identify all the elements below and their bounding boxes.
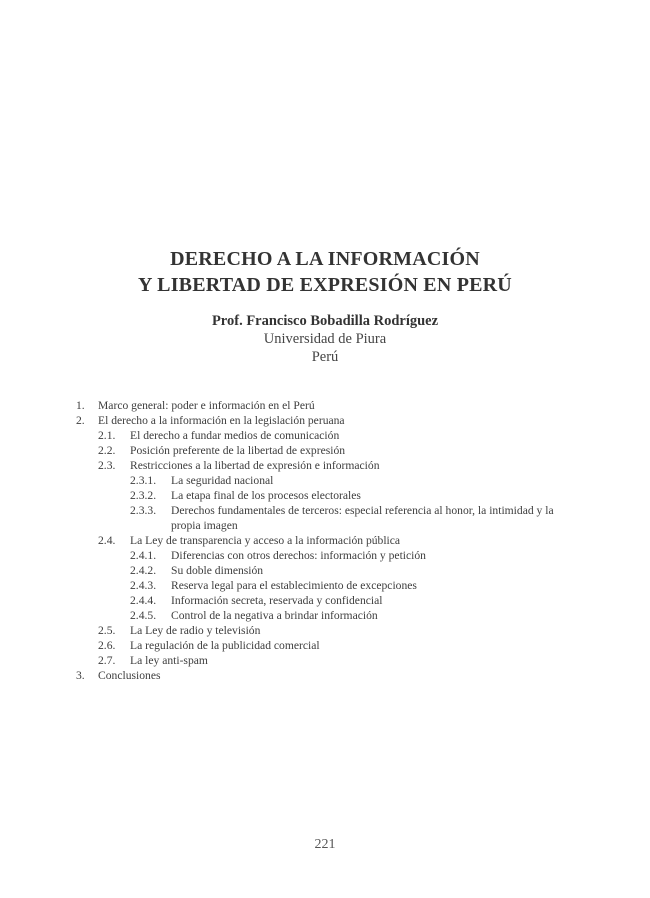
toc-entry-text: La Ley de radio y televisión <box>130 624 261 637</box>
toc-entry-text: Posición preferente de la libertad de expresión <box>130 444 346 457</box>
toc-entry-text: Información secreta, reservada y confidencial <box>171 594 383 607</box>
chapter-title-line-1: DERECHO A LA INFORMACIÓN <box>170 248 480 270</box>
toc-entry <box>0 473 650 488</box>
toc-entry <box>0 488 650 503</box>
toc-entry-number: 2.7. <box>98 654 116 667</box>
toc-entry <box>0 428 650 443</box>
toc-entry <box>0 533 650 548</box>
toc-entry-text: Conclusiones <box>98 669 161 682</box>
toc-entry-number: 2.4. <box>98 534 116 547</box>
toc-entry-number: 2.4.4. <box>130 594 157 607</box>
toc-entry-number: 2.2. <box>98 444 116 457</box>
toc-entry-text: Control de la negativa a brindar información <box>171 609 378 622</box>
toc-entry <box>0 578 650 593</box>
toc-entry-text: El derecho a la información en la legislación peruana <box>98 414 345 427</box>
toc-entry-text: La etapa final de los procesos electorales <box>171 489 361 502</box>
toc-entry-text: Restricciones a la libertad de expresión e información <box>130 459 380 472</box>
toc-entry-text: La regulación de la publicidad comercial <box>130 639 320 652</box>
toc-entry-text: Reserva legal para el establecimiento de excepciones <box>171 579 417 592</box>
toc-entry <box>0 638 650 653</box>
toc-entry <box>0 653 650 668</box>
toc-entry-number: 2.3.2. <box>130 489 157 502</box>
toc-entry-number: 1. <box>76 399 85 412</box>
toc-entry <box>0 548 650 563</box>
toc-entry-continuation <box>0 518 650 533</box>
toc-entry-number: 2.3.1. <box>130 474 157 487</box>
author-institution: Universidad de Piura <box>263 331 387 347</box>
toc-entry <box>0 398 650 413</box>
toc-entry <box>0 623 650 638</box>
toc-entry <box>0 593 650 608</box>
toc-entry-text: Derechos fundamentales de terceros: especial referencia al honor, la intimidad y la <box>171 504 554 517</box>
toc-entry-text: La ley anti-spam <box>130 654 208 667</box>
toc-entry-number: 3. <box>76 669 85 682</box>
toc-entry <box>0 458 650 473</box>
toc-entry-number: 2.4.5. <box>130 609 157 622</box>
toc-entry-number: 2.4.2. <box>130 564 157 577</box>
toc-entry-text: Marco general: poder e información en el Perú <box>98 399 315 412</box>
toc-entry <box>0 413 650 428</box>
toc-entry <box>0 608 650 623</box>
toc-entry-number: 2.1. <box>98 429 116 442</box>
toc-entry-number: 2.3.3. <box>130 504 157 517</box>
toc-entry <box>0 563 650 578</box>
toc-entry-number: 2. <box>76 414 85 427</box>
toc-entry-text: El derecho a fundar medios de comunicación <box>130 429 340 442</box>
toc-entry-number: 2.4.3. <box>130 579 157 592</box>
toc-entry-number: 2.6. <box>98 639 116 652</box>
toc-entry <box>0 443 650 458</box>
chapter-title-line-2: Y LIBERTAD DE EXPRESIÓN EN PERÚ <box>138 274 512 296</box>
toc-entry-number: 2.3. <box>98 459 116 472</box>
toc-entry-number: 2.5. <box>98 624 116 637</box>
page-number: 221 <box>314 837 336 852</box>
toc-entry <box>0 668 650 683</box>
toc-entry-text: Diferencias con otros derechos: información y petición <box>171 549 426 562</box>
toc-entry-text: propia imagen <box>171 519 238 532</box>
author-country: Perú <box>311 349 339 365</box>
toc-entry <box>0 503 650 518</box>
toc-entry-text: La seguridad nacional <box>171 474 274 487</box>
author-name: Prof. Francisco Bobadilla Rodríguez <box>211 313 439 329</box>
toc-entry-text: Su doble dimensión <box>171 564 264 577</box>
toc-entry-number: 2.4.1. <box>130 549 157 562</box>
toc-entry-text: La Ley de transparencia y acceso a la información pública <box>130 534 401 547</box>
